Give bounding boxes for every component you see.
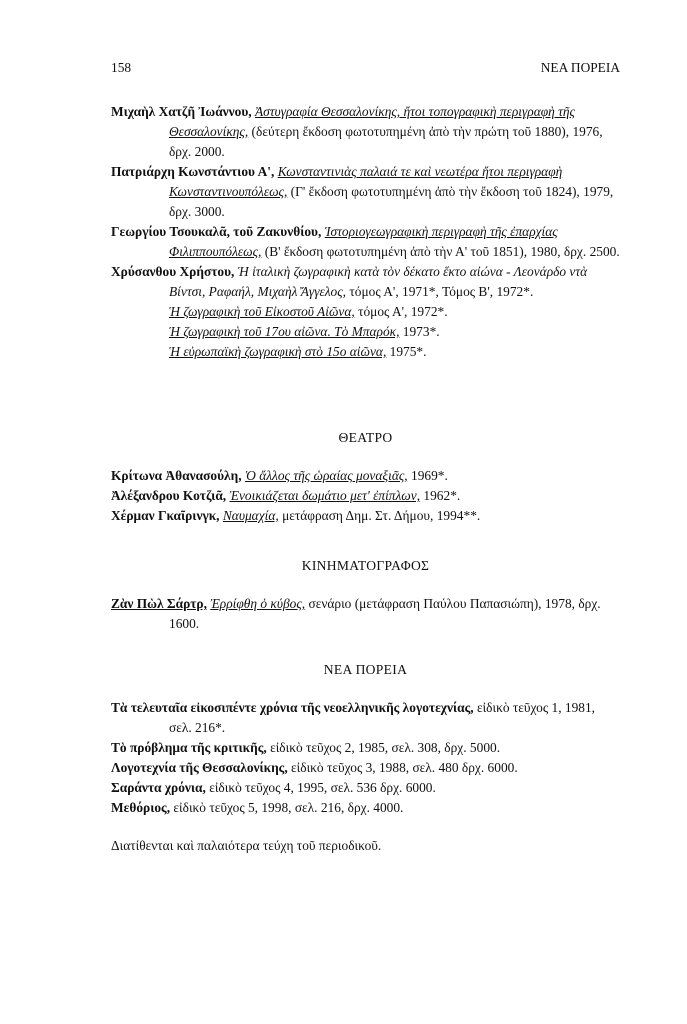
entry-author: Μιχαὴλ Χατζῆ Ἰωάννου, xyxy=(111,104,252,119)
entry-title: Ἐρρίφθη ὁ κύβος, xyxy=(210,596,306,611)
running-title: ΝΕΑ ΠΟΡΕΙΑ xyxy=(540,60,620,75)
entry-details: εἰδικὸ τεῦχος 4, 1995, σελ. 536 δρχ. 6000. xyxy=(205,780,436,795)
entry-author: Ζὰν Πὼλ Σάρτρ, xyxy=(111,596,207,611)
entry-details: εἰδικὸ τεῦχος 2, 1985, σελ. 308, δρχ. 5000. xyxy=(266,740,501,755)
entry-details: 1969*. xyxy=(407,468,448,483)
entry-details: εἰδικὸ τεῦχος 5, 1998, σελ. 216, δρχ. 4000. xyxy=(170,800,404,815)
book-entry xyxy=(111,222,620,262)
book-sub-entry xyxy=(111,302,620,322)
entry-title: Ναυμαχία, xyxy=(222,508,279,523)
book-entry xyxy=(111,262,620,302)
book-entry xyxy=(111,162,620,222)
entry-details: τόμος Α', 1971*, Τόμος Β', 1972*. xyxy=(346,284,534,299)
entry-details: 1975*. xyxy=(386,344,427,359)
entry-details: εἰδικὸ τεῦχος 1, 1981, σελ. 216*. xyxy=(169,700,596,735)
entry-author: Χρύσανθου Χρήστου, xyxy=(111,264,235,279)
entry-title: Ἡ ζωγραφικὴ τοῦ Εἰκοστοῦ Αἰῶνα, xyxy=(169,304,355,319)
issue-entry xyxy=(111,778,620,798)
entry-title: Τὸ πρόβλημα τῆς κριτικῆς, xyxy=(111,740,267,755)
entry-title: Ἡ ζωγραφικὴ τοῦ 17ου αἰῶνα. Τὸ Μπαρόκ, xyxy=(169,324,400,339)
page-number: 158 xyxy=(111,60,132,75)
theatre-entry xyxy=(111,506,620,526)
entry-title: Σαράντα χρόνια, xyxy=(111,780,206,795)
theatre-heading: ΘΕΑΤΡΟ xyxy=(338,430,393,445)
issue-entry xyxy=(111,698,620,738)
issue-entry xyxy=(111,738,620,758)
page-header xyxy=(111,58,620,78)
cinema-heading: ΚΙΝΗΜΑΤΟΓΡΑΦΟΣ xyxy=(301,558,430,573)
entry-details: (Β' ἔκδοση φωτοτυπημένη ἀπὸ τὴν Α' τοῦ 1851), 1980, δρχ. 2500. xyxy=(261,244,620,259)
entry-title: Μεθόριος, xyxy=(111,800,171,815)
entry-title: Ὁ ἄλλος τῆς ὡραίας μοναξιᾶς, xyxy=(244,468,408,483)
entry-author: Κρίτωνα Ἀθανασούλη, xyxy=(111,468,242,483)
entry-author: Ἀλέξανδρου Κοτζιᾶ, xyxy=(111,488,227,503)
book-sub-entry xyxy=(111,342,620,362)
entry-author: Χέρμαν Γκαῖρινγκ, xyxy=(111,508,220,523)
entry-title: Ἱστοριογεωγραφικὴ περιγραφὴ τῆς ἐπαρχίας Φιλιππουπόλεως, xyxy=(169,224,558,259)
entry-title: Κωνσταντινιὰς παλαιά τε καὶ νεωτέρα ἤτοι περιγραφὴ Κωνσταντινουπόλεως, xyxy=(169,164,563,199)
entry-details: σενάριο (μετάφραση Παύλου Παπασιώπη), 1978, δρχ. 1600. xyxy=(169,596,601,631)
entry-details: τόμος Α', 1972*. xyxy=(354,304,448,319)
books-section xyxy=(111,102,620,362)
entry-title: Ἡ ἰταλικὴ ζωγραφικὴ κατὰ τὸν δέκατο ἕκτο αἰώνα - Λεονάρδο ντὰ Βίντσι, Ραφαήλ, Μιχαὴλ Ἄγγελος, xyxy=(169,264,588,299)
issue-entry xyxy=(111,758,620,778)
entry-details: (δεύτερη ἔκδοση φωτοτυπημένη ἀπὸ τὴν πρώτη τοῦ 1880), 1976, δρχ. 2000. xyxy=(169,124,603,159)
entry-details: (Γ' ἔκδοση φωτοτυπημένη ἀπὸ τὴν ἔκδοση τοῦ 1824), 1979, δρχ. 3000. xyxy=(169,184,614,219)
entry-details: μετάφραση Δημ. Στ. Δήμου, 1994**. xyxy=(278,508,481,523)
theatre-section xyxy=(111,466,620,526)
entry-title: Λογοτεχνία τῆς Θεσσαλονίκης, xyxy=(111,760,288,775)
issue-entry xyxy=(111,798,620,818)
entry-author: Πατριάρχη Κωνστάντιου Α', xyxy=(111,164,275,179)
entry-author: Γεωργίου Τσουκαλᾶ, τοῦ Ζακυνθίου, xyxy=(111,224,322,239)
cinema-entry xyxy=(111,594,620,634)
cinema-section xyxy=(111,594,620,634)
entry-title: Ἐνοικιάζεται δωμάτιο μετ' ἐπίπλων, xyxy=(229,488,421,503)
book-entry xyxy=(111,102,620,162)
entry-details: 1973*. xyxy=(399,324,440,339)
book-sub-entry xyxy=(111,322,620,342)
entry-title: Τὰ τελευταῖα εἰκοσιπέντε χρόνια τῆς νεοελληνικῆς λογοτεχνίας, xyxy=(111,700,474,715)
footer-note: Διατίθενται καὶ παλαιότερα τεύχη τοῦ περιοδικοῦ. xyxy=(111,838,382,853)
theatre-entry xyxy=(111,466,620,486)
issues-heading: ΝΕΑ ΠΟΡΕΙΑ xyxy=(323,662,408,677)
entry-title: Ἡ εὐρωπαϊκὴ ζωγραφικὴ στὸ 15ο αἰῶνα, xyxy=(169,344,387,359)
entry-title: Ἀστυγραφία Θεσσαλονίκης, ἤτοι τοπογραφικὴ περιγραφὴ τῆς Θεσσαλονίκης, xyxy=(169,104,575,139)
entry-details: εἰδικὸ τεῦχος 3, 1988, σελ. 480 δρχ. 6000. xyxy=(287,760,518,775)
entry-details: 1962*. xyxy=(420,488,461,503)
issues-section xyxy=(111,698,620,818)
theatre-entry xyxy=(111,486,620,506)
